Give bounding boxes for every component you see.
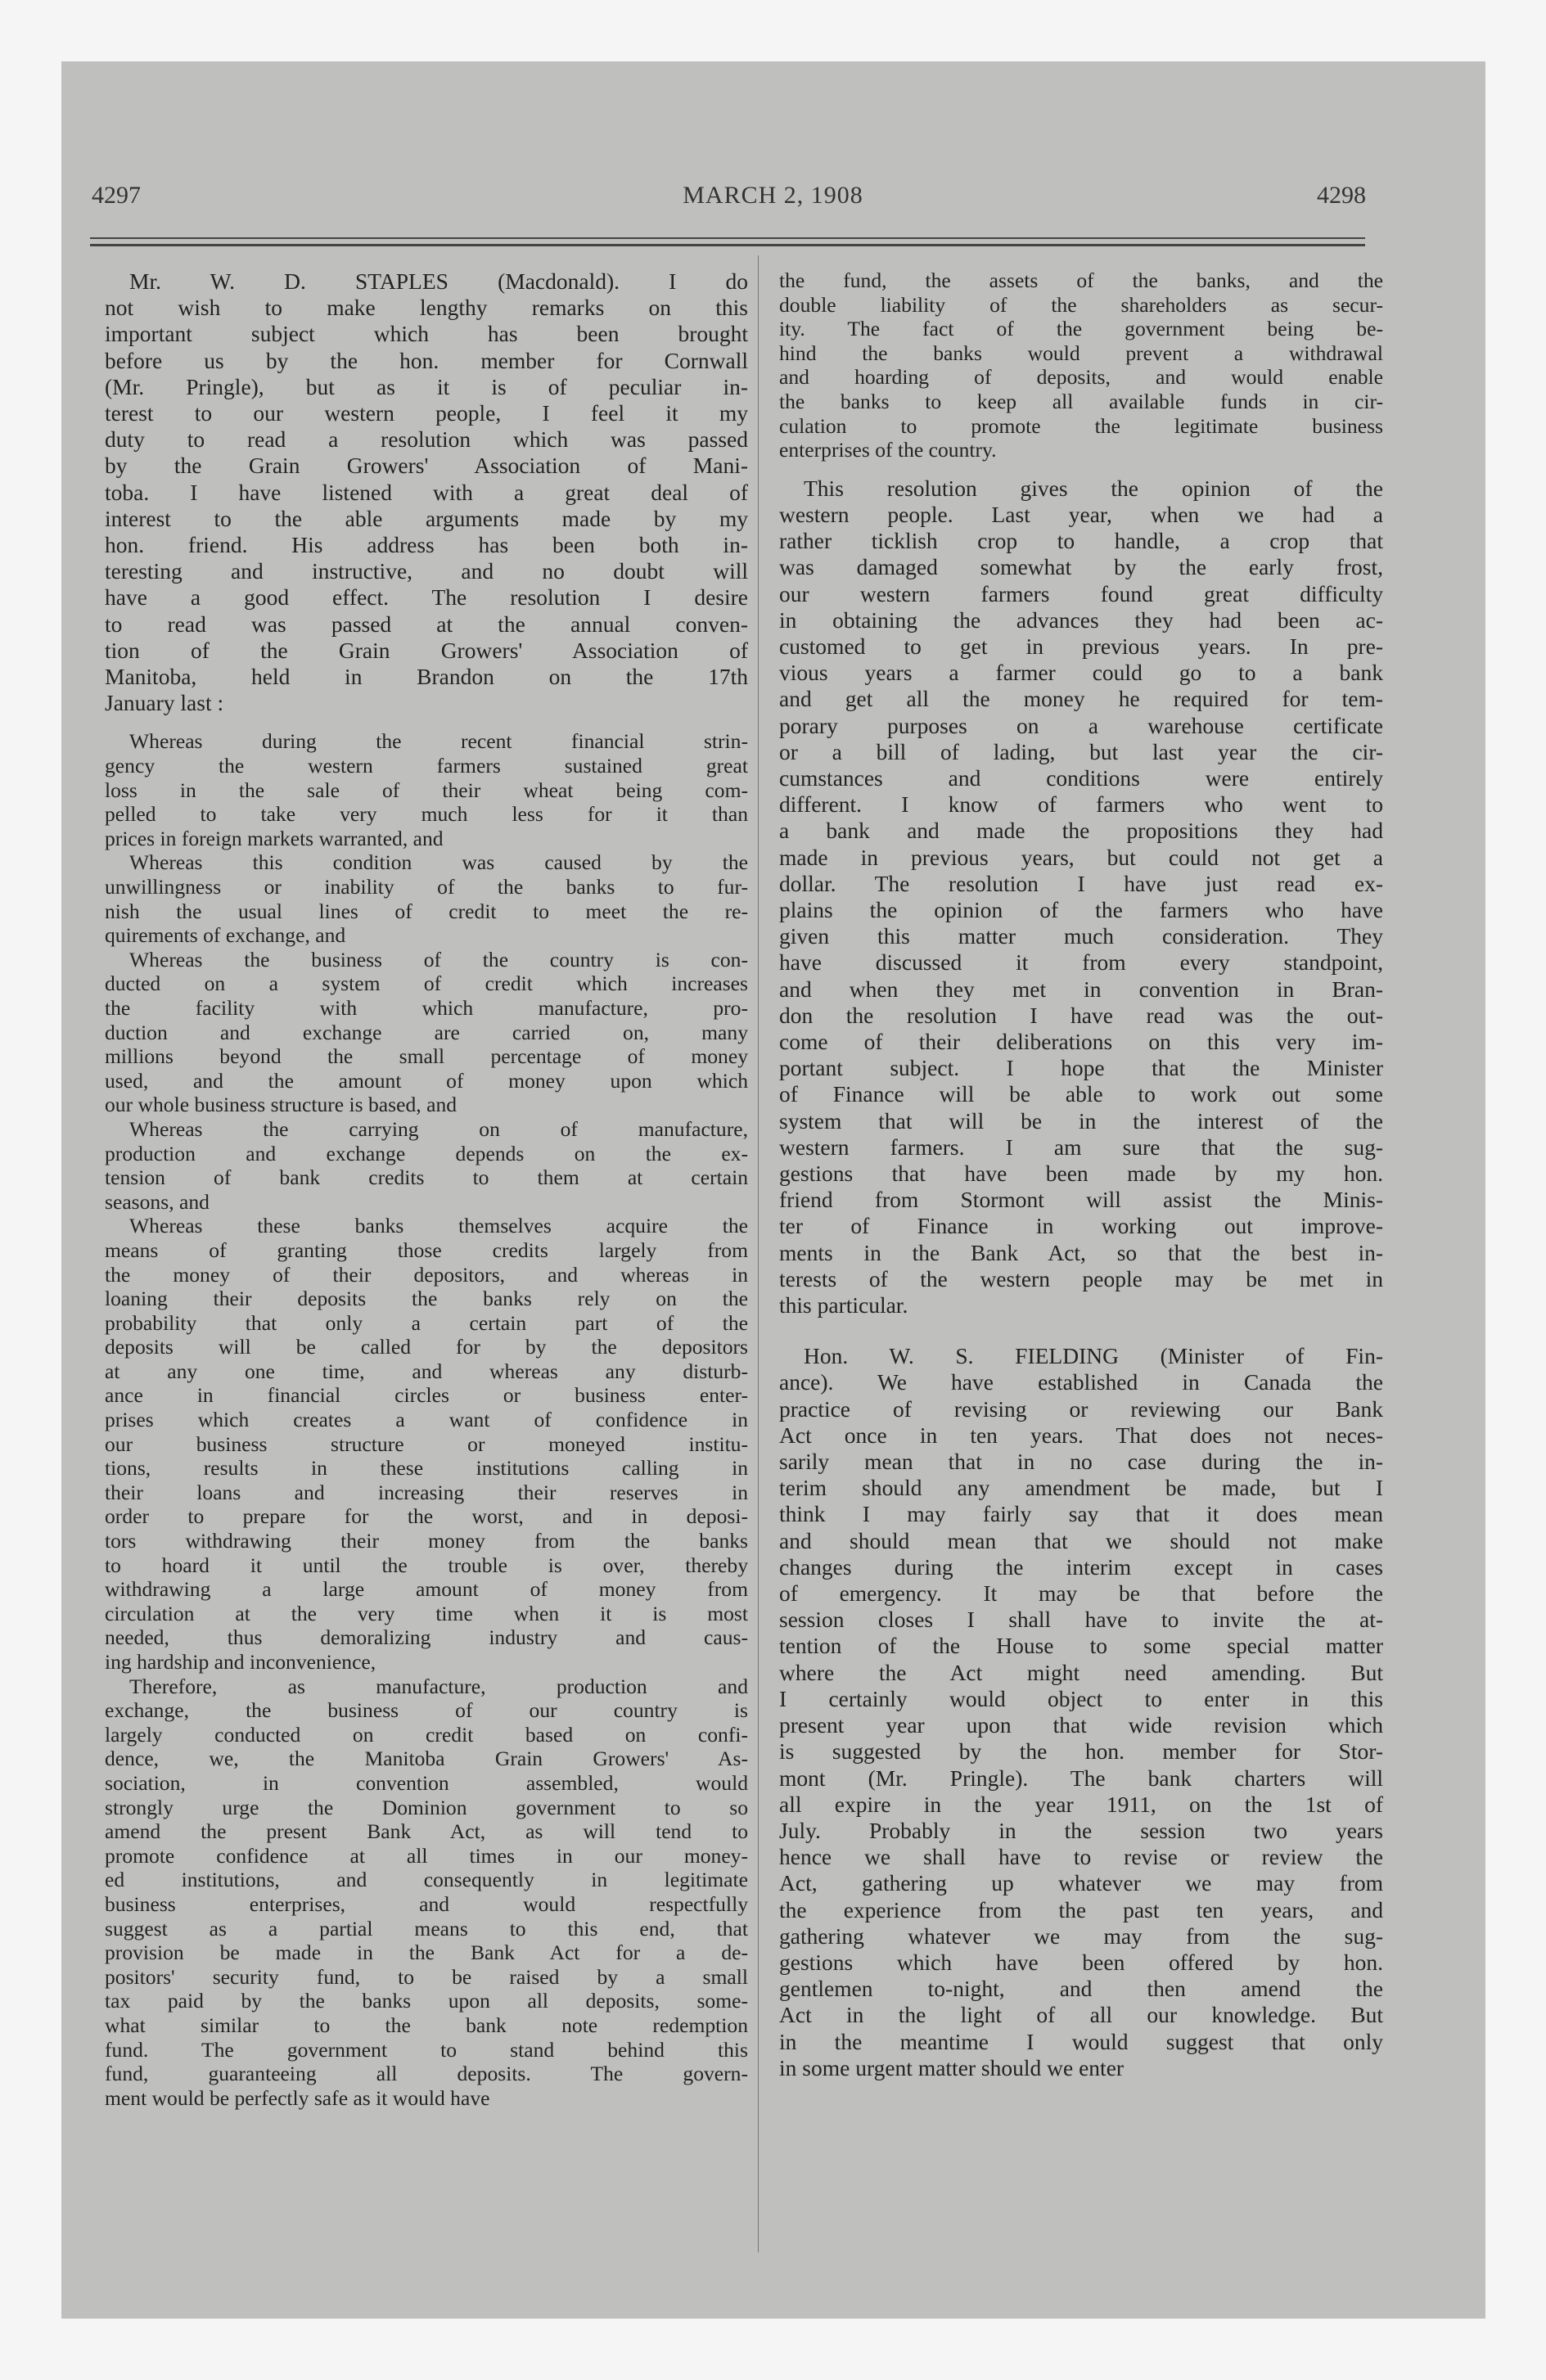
text-line: think I may fairly say that it does mean bbox=[779, 1501, 1383, 1527]
text-line: production and exchange depends on the ex- bbox=[105, 1141, 748, 1165]
text-line: tention of the House to some special matter bbox=[779, 1633, 1383, 1659]
text-line: (Mr. Pringle), but as it is of peculiar in- bbox=[105, 373, 748, 399]
text-line: July. Probably in the session two years bbox=[779, 1817, 1383, 1843]
text-line: prices in foreign markets warranted, and bbox=[105, 826, 444, 850]
text-line: ter of Finance in working out improve- bbox=[779, 1213, 1383, 1239]
text-line: have discussed it from every standpoint, bbox=[779, 949, 1383, 976]
text-line: before us by the hon. member for Cornwall bbox=[105, 347, 748, 373]
fielding-speech bbox=[779, 1343, 1383, 2081]
text-line: exchange, the business of our country is bbox=[105, 1698, 748, 1723]
text-line: our western farmers found great difficulty bbox=[779, 580, 1383, 606]
text-line: strongly urge the Dominion government to so bbox=[105, 1795, 748, 1819]
text-line: circulation at the very time when it is most bbox=[105, 1601, 748, 1625]
text-line: hence we shall have to revise or review the bbox=[779, 1844, 1383, 1870]
text-line: where the Act might need amending. But bbox=[779, 1659, 1383, 1685]
text-line: duction and exchange are carried on, many bbox=[105, 1020, 748, 1044]
text-line: all expire in the year 1911, on the 1st of bbox=[779, 1791, 1383, 1817]
right-column bbox=[779, 268, 1383, 2081]
text-line: culation to promote the legitimate business bbox=[779, 413, 1383, 438]
text-line: to read was passed at the annual conven- bbox=[105, 611, 748, 637]
text-line: of emergency. It may be that before the bbox=[779, 1580, 1383, 1607]
text-line: different. I know of farmers who went to bbox=[779, 791, 1383, 818]
staples-speech-continued bbox=[779, 476, 1383, 1319]
text-line: given this matter much consideration. They bbox=[779, 923, 1383, 949]
text-line: toba. I have listened with a great deal of bbox=[105, 479, 748, 505]
text-line: ducted on a system of credit which increases bbox=[105, 971, 748, 996]
text-line: plains the opinion of the farmers who have bbox=[779, 897, 1383, 922]
text-line: western farmers. I am sure that the sug- bbox=[779, 1134, 1383, 1160]
text-line: and when they met in convention in Bran- bbox=[779, 976, 1383, 1002]
text-line: made in previous years, but could not get a bbox=[779, 844, 1383, 870]
text-line: prises which creates a want of confidence in bbox=[105, 1408, 748, 1432]
text-line: what similar to the bank note redemption bbox=[105, 2013, 748, 2037]
text-line: Hon. W. S. FIELDING (Minister of Fin- bbox=[804, 1343, 1383, 1369]
page-date-title: MARCH 2, 1908 bbox=[683, 182, 863, 209]
header-rule bbox=[90, 237, 1365, 239]
text-line: loaning their deposits the banks rely on the bbox=[105, 1287, 748, 1311]
text-line: changes during the interim except in cases bbox=[779, 1553, 1383, 1580]
text-line: ment would be perfectly safe as it would have bbox=[105, 2085, 490, 2110]
text-line: used, and the amount of money upon which bbox=[105, 1068, 748, 1093]
text-line: a bank and made the propositions they had bbox=[779, 818, 1383, 844]
text-line: this particular. bbox=[779, 1292, 908, 1318]
text-line: interest to the able arguments made by my bbox=[105, 505, 748, 531]
left-column bbox=[105, 268, 748, 2110]
staples-speech-intro bbox=[105, 268, 748, 716]
text-line: nish the usual lines of credit to meet the re- bbox=[105, 899, 748, 923]
text-line: dollar. The resolution I have just read ex- bbox=[779, 870, 1383, 896]
text-line: Act once in ten years. That does not neces- bbox=[779, 1422, 1383, 1448]
text-line: Whereas during the recent financial strin- bbox=[129, 729, 748, 754]
text-line: to hoard it until the trouble is over, thereby bbox=[105, 1553, 748, 1577]
text-line: January last : bbox=[105, 690, 224, 716]
text-line: suggest as a partial means to this end, that bbox=[105, 1916, 748, 1941]
text-line: and hoarding of deposits, and would enable bbox=[779, 365, 1383, 390]
text-line: important subject which has been brought bbox=[105, 321, 748, 347]
grain-growers-resolution bbox=[105, 729, 748, 2110]
text-line: system that will be in the interest of the bbox=[779, 1107, 1383, 1134]
text-line: ance). We have established in Canada the bbox=[779, 1369, 1383, 1395]
text-line: teresting and instructive, and no doubt will bbox=[105, 558, 748, 584]
text-line: terim should any amendment be made, but I bbox=[779, 1475, 1383, 1501]
text-line: tion of the Grain Growers' Association of bbox=[105, 637, 748, 663]
text-line: rather ticklish crop to handle, a crop that bbox=[779, 528, 1383, 554]
text-line: at any one time, and whereas any disturb- bbox=[105, 1359, 748, 1383]
text-line: probability that only a certain part of the bbox=[105, 1310, 748, 1335]
text-line: and get all the money he required for tem- bbox=[779, 686, 1383, 712]
text-line: or a bill of lading, but last year the cir- bbox=[779, 738, 1383, 764]
text-line: ed institutions, and consequently in legitimate bbox=[105, 1868, 748, 1892]
text-line: sarily mean that in no case during the in- bbox=[779, 1449, 1383, 1475]
right-page-number: 4298 bbox=[1317, 182, 1366, 209]
text-line: our business structure or moneyed institu- bbox=[105, 1431, 748, 1456]
text-line: come of their deliberations on this very im- bbox=[779, 1029, 1383, 1055]
text-line: ments in the Bank Act, so that the best in- bbox=[779, 1239, 1383, 1265]
text-line: the banks to keep all available funds in cir- bbox=[779, 389, 1383, 413]
text-line: needed, thus demoralizing industry and caus- bbox=[105, 1625, 748, 1650]
text-line: porary purposes on a warehouse certificate bbox=[779, 712, 1383, 738]
text-line: withdrawing a large amount of money from bbox=[105, 1577, 748, 1602]
text-line: fund. The government to stand behind this bbox=[105, 2037, 748, 2062]
text-line: fund, guaranteeing all deposits. The govern- bbox=[105, 2062, 748, 2086]
text-line: Act in the light of all our knowledge. But bbox=[779, 2002, 1383, 2028]
text-line: gestions which have been offered by hon. bbox=[779, 1949, 1383, 1975]
text-line: hon. friend. His address has been both in- bbox=[105, 532, 748, 558]
text-line: mont (Mr. Pringle). The bank charters will bbox=[779, 1765, 1383, 1791]
left-page-number: 4297 bbox=[92, 182, 141, 209]
text-line: the money of their depositors, and whereas in bbox=[105, 1262, 748, 1287]
text-line: was damaged somewhat by the early frost, bbox=[779, 554, 1383, 580]
text-line: gency the western farmers sustained great bbox=[105, 754, 748, 778]
text-line: session closes I shall have to invite the at- bbox=[779, 1607, 1383, 1633]
text-line: order to prepare for the worst, and in deposi- bbox=[105, 1504, 748, 1529]
text-line: western people. Last year, when we had a bbox=[779, 501, 1383, 527]
text-line: in obtaining the advances they had been ac- bbox=[779, 606, 1383, 633]
text-line: promote confidence at all times in our money- bbox=[105, 1843, 748, 1868]
text-line: don the resolution I have read was the out- bbox=[779, 1002, 1383, 1028]
text-line: customed to get in previous years. In pre- bbox=[779, 633, 1383, 659]
text-line: provision be made in the Bank Act for a de- bbox=[105, 1941, 748, 1965]
text-line: quirements of exchange, and bbox=[105, 923, 346, 948]
text-line: Whereas the business of the country is con- bbox=[129, 947, 748, 971]
text-line: of Finance will be able to work out some bbox=[779, 1081, 1383, 1107]
text-line: Whereas this condition was caused by the bbox=[129, 850, 748, 875]
text-line: and should mean that we should not make bbox=[779, 1527, 1383, 1553]
text-line: have a good effect. The resolution I desire bbox=[105, 584, 748, 611]
text-line: cumstances and conditions were entirely bbox=[779, 764, 1383, 791]
text-line: enterprises of the country. bbox=[779, 438, 997, 462]
text-line: ance in financial circles or business enter- bbox=[105, 1383, 748, 1408]
text-line: Therefore, as manufacture, production and bbox=[129, 1674, 748, 1698]
text-line: Manitoba, held in Brandon on the 17th bbox=[105, 664, 748, 690]
text-line: gathering whatever we may from the sug- bbox=[779, 1922, 1383, 1949]
text-line: millions beyond the small percentage of money bbox=[105, 1044, 748, 1069]
text-line: friend from Stormont will assist the Minis- bbox=[779, 1187, 1383, 1213]
text-line: Whereas these banks themselves acquire the bbox=[129, 1214, 748, 1238]
text-line: practice of revising or reviewing our Bank bbox=[779, 1395, 1383, 1422]
text-line: ing hardship and inconvenience, bbox=[105, 1650, 376, 1675]
column-separator bbox=[758, 255, 759, 2252]
text-line: This resolution gives the opinion of the bbox=[804, 475, 1383, 501]
text-line: portant subject. I hope that the Minister bbox=[779, 1055, 1383, 1081]
resolution-conclusion bbox=[779, 268, 1383, 462]
text-line: by the Grain Growers' Association of Mani- bbox=[105, 453, 748, 479]
text-line: means of granting those credits largely from bbox=[105, 1237, 748, 1262]
text-line: in some urgent matter should we enter bbox=[779, 2054, 1125, 2080]
text-line: hind the banks would prevent a withdrawal bbox=[779, 340, 1383, 365]
text-line: largely conducted on credit based on confi- bbox=[105, 1722, 748, 1747]
text-line: amend the present Bank Act, as will tend to bbox=[105, 1819, 748, 1844]
text-line: not wish to make lengthy remarks on this bbox=[105, 295, 748, 321]
text-line: tension of bank credits to them at certain bbox=[105, 1165, 748, 1190]
text-line: Act, gathering up whatever we may from bbox=[779, 1870, 1383, 1896]
text-line: vious years a farmer could go to a bank bbox=[779, 660, 1383, 686]
text-line: gestions that have been made by my hon. bbox=[779, 1161, 1383, 1187]
text-line: loss in the sale of their wheat being com- bbox=[105, 778, 748, 802]
text-line: our whole business structure is based, and bbox=[105, 1093, 457, 1117]
text-line: ity. The fact of the government being be- bbox=[779, 317, 1383, 341]
text-line: positors' security fund, to be raised by a small bbox=[105, 1964, 748, 1989]
text-line: tors withdrawing their money from the banks bbox=[105, 1529, 748, 1553]
text-line: the facility with which manufacture, pro- bbox=[105, 995, 748, 1020]
text-line: gentlemen to-night, and then amend the bbox=[779, 1976, 1383, 2002]
text-line: Mr. W. D. STAPLES (Macdonald). I do bbox=[129, 268, 748, 294]
text-line: is suggested by the hon. member for Stor- bbox=[779, 1738, 1383, 1765]
text-line: terests of the western people may be met in bbox=[779, 1265, 1383, 1291]
text-line: duty to read a resolution which was passed bbox=[105, 426, 748, 453]
text-line: I certainly would object to enter in this bbox=[779, 1685, 1383, 1711]
text-line: the experience from the past ten years, and bbox=[779, 1896, 1383, 1922]
text-line: tax paid by the banks upon all deposits, some- bbox=[105, 1989, 748, 2013]
text-line: business enterprises, and would respectfully bbox=[105, 1891, 748, 1916]
text-line: pelled to take very much less for it than bbox=[105, 802, 748, 827]
text-line: present year upon that wide revision which bbox=[779, 1712, 1383, 1738]
text-line: Whereas the carrying on of manufacture, bbox=[129, 1116, 748, 1141]
text-line: sociation, in convention assembled, would bbox=[105, 1770, 748, 1795]
text-line: dence, we, the Manitoba Grain Growers' As- bbox=[105, 1747, 748, 1771]
text-line: unwillingness or inability of the banks to fur- bbox=[105, 875, 748, 899]
header-rule-double bbox=[90, 244, 1365, 246]
text-line: the fund, the assets of the banks, and the bbox=[779, 268, 1383, 292]
text-line: their loans and increasing their reserves in bbox=[105, 1480, 748, 1504]
text-line: in the meantime I would suggest that only bbox=[779, 2028, 1383, 2054]
text-line: deposits will be called for by the depositors bbox=[105, 1335, 748, 1359]
text-line: terest to our western people, I feel it my bbox=[105, 400, 748, 426]
text-line: double liability of the shareholders as secur- bbox=[779, 292, 1383, 317]
text-line: tions, results in these institutions calling in bbox=[105, 1456, 748, 1481]
text-line: seasons, and bbox=[105, 1189, 210, 1214]
